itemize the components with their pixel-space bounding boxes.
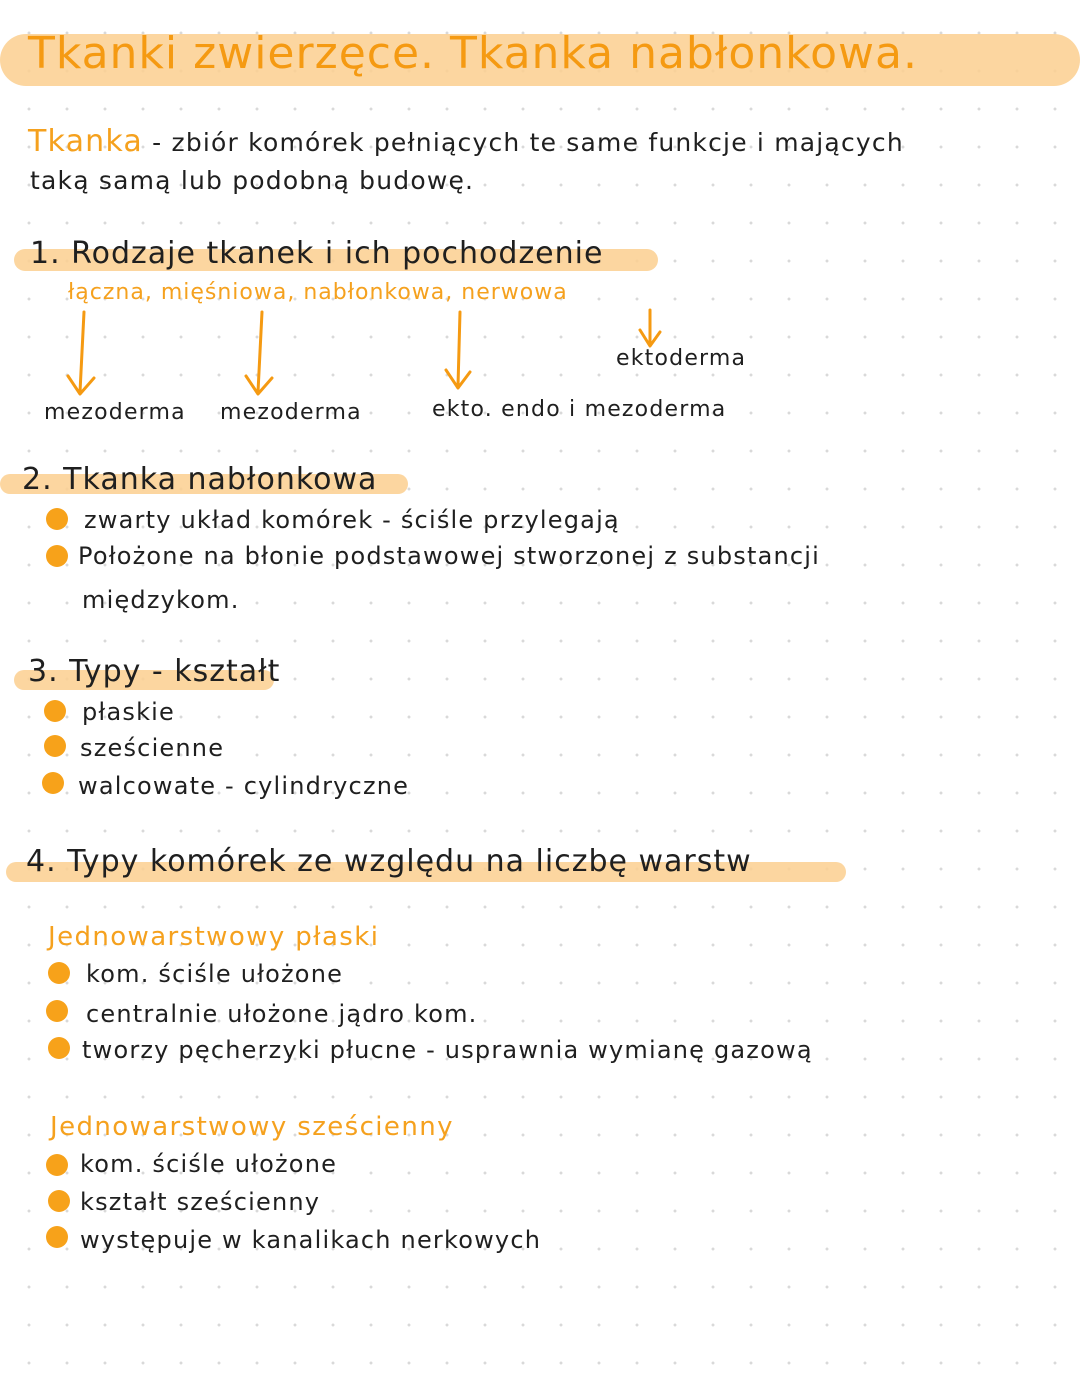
tissue-types-line: łączna, mięśniowa, nabłonkowa, nerwowa xyxy=(68,280,568,305)
section2-bullet-1: zwarty układ komórek - ściśle przylegają xyxy=(84,506,620,534)
origin-nerwowa: ektoderma xyxy=(616,346,747,371)
bullet-icon xyxy=(46,1226,68,1248)
bullet-icon xyxy=(46,1154,68,1176)
origin-laczna: mezoderma xyxy=(44,400,186,425)
section4-heading: 4. Typy komórek ze względu na liczbę warstw xyxy=(26,844,752,879)
group1-bullet-3: tworzy pęcherzyki płucne - usprawnia wymianę gazową xyxy=(82,1036,813,1064)
group1-bullet-2: centralnie ułożone jądro kom. xyxy=(86,1000,478,1028)
section3-bullet-2: sześcienne xyxy=(80,734,225,762)
section1-heading: 1. Rodzaje tkanek i ich pochodzenie xyxy=(30,236,604,271)
group2-bullet-3: występuje w kanalikach nerkowych xyxy=(80,1226,542,1254)
section3-bullet-1: płaskie xyxy=(82,698,175,726)
bullet-icon xyxy=(42,772,64,794)
arrow-nerwowa xyxy=(640,310,660,346)
tissue-type-nablonkowa: nabłonkowa xyxy=(303,280,446,305)
arrow-nablonkowa xyxy=(446,312,470,388)
definition-line-2: taką samą lub podobną budowę. xyxy=(30,166,475,195)
section2-heading: 2. Tkanka nabłonkowa xyxy=(22,462,378,497)
definition-term: Tkanka xyxy=(28,124,143,159)
section2-continuation: międzykom. xyxy=(82,586,240,614)
section3-heading: 3. Typy - kształt xyxy=(28,654,281,689)
arrow-miesniowa xyxy=(246,312,272,394)
tissue-type-laczna: łączna xyxy=(68,280,145,305)
bullet-icon xyxy=(46,1000,68,1022)
definition-dash: - xyxy=(143,128,172,157)
bullet-icon xyxy=(44,700,66,722)
section3-bullet-3: walcowate - cylindryczne xyxy=(78,772,410,800)
bullet-icon xyxy=(48,1190,70,1212)
page-title: Tkanki zwierzęce. Tkanka nabłonkowa. xyxy=(28,28,918,79)
bullet-icon xyxy=(44,735,66,757)
definition-text-1: zbiór komórek pełniących te same funkcje i mających xyxy=(171,128,904,157)
tissue-type-miesniowa: mięśniowa xyxy=(160,280,288,305)
section2-bullet-2: Położone na błonie podstawowej stworzonej z substancji xyxy=(78,542,821,570)
bullet-icon xyxy=(46,508,68,530)
bullet-icon xyxy=(48,962,70,984)
origin-miesniowa: mezoderma xyxy=(220,400,362,425)
bullet-icon xyxy=(46,545,68,567)
group2-bullet-1: kom. ściśle ułożone xyxy=(80,1150,338,1178)
arrow-laczna xyxy=(68,312,94,394)
origin-nablonkowa: ekto. endo i mezoderma xyxy=(432,397,727,422)
group2-bullet-2: kształt sześcienny xyxy=(80,1188,321,1216)
tissue-type-nerwowa: nerwowa xyxy=(461,280,568,305)
group2-title: Jednowarstwowy sześcienny xyxy=(50,1112,454,1142)
bullet-icon xyxy=(48,1037,70,1059)
group1-title: Jednowarstwowy płaski xyxy=(48,922,380,952)
group1-bullet-1: kom. ściśle ułożone xyxy=(86,960,344,988)
